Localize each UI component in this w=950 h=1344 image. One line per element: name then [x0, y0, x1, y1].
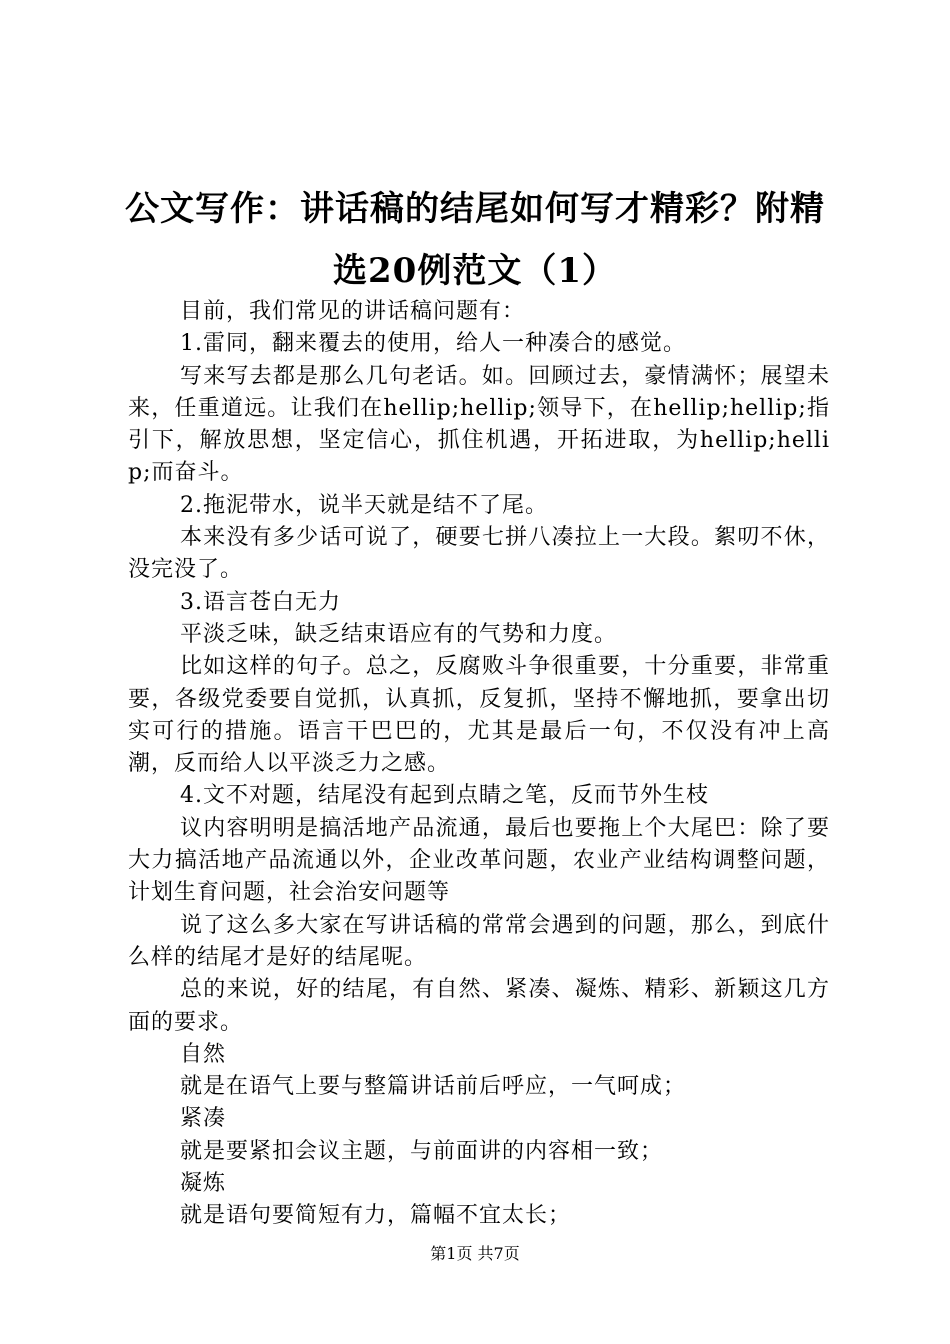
document-title — [120, 178, 830, 302]
paragraph-transition: 说了这么多大家在写讲话稿的常常会遇到的问题，那么，到底什么样的结尾才是好的结尾呢。 — [128, 912, 830, 970]
page-number: 第1页 共7页 — [430, 1244, 520, 1263]
paragraph-problem-4-detail: 议内容明明是搞活地产品流通，最后也要拖上个大尾巴：除了要大力搞活地产品流通以外，企业改革问题，农业产业结构调整问题，计划生育问题，社会治安问题等 — [128, 815, 830, 906]
paragraph-compact-detail: 就是要紧扣会议主题，与前面讲的内容相一致； — [180, 1138, 664, 1164]
paragraph-natural-detail: 就是在语气上要与整篇讲话前后呼应，一气呵成； — [180, 1074, 687, 1100]
document-body — [128, 296, 830, 1233]
paragraph-problem-3: 3.语言苍白无力 — [180, 589, 341, 615]
paragraph-problem-2: 2.拖泥带水，说半天就是结不了尾。 — [180, 492, 548, 518]
paragraph-heading-compact: 紧凑 — [180, 1106, 227, 1132]
paragraph-problem-4: 4.文不对题，结尾没有起到点睛之笔，反而节外生枝 — [180, 783, 709, 809]
paragraph-problem-2-detail: 本来没有多少话可说了，硬要七拼八凑拉上一大段。絮叨不休，没完没了。 — [128, 525, 830, 583]
paragraph-heading-concise: 凝炼 — [180, 1171, 227, 1197]
paragraph-problem-3-detail: 平淡乏味，缺乏结束语应有的气势和力度。 — [180, 621, 618, 647]
paragraph-intro: 目前，我们常见的讲话稿问题有： — [180, 299, 526, 324]
paragraph-heading-natural: 自然 — [180, 1041, 227, 1067]
title-line-1: 公文写作：讲话稿的结尾如何写才精彩？附精 — [125, 189, 825, 229]
title-line-2: 选20例范文（1） — [333, 251, 617, 291]
paragraph-summary: 总的来说，好的结尾，有自然、紧凑、凝炼、精彩、新颖这几方面的要求。 — [128, 977, 830, 1035]
paragraph-problem-1: 1.雷同，翻来覆去的使用，给人一种凑合的感觉。 — [180, 331, 686, 357]
page-footer — [0, 1244, 950, 1264]
paragraph-concise-detail: 就是语句要简短有力，篇幅不宜太长； — [180, 1203, 572, 1229]
paragraph-problem-3-example: 比如这样的句子。总之，反腐败斗争很重要，十分重要，非常重要，各级党委要自觉抓，认真抓，反复抓，坚持不懈地抓，要拿出切实可行的措施。语言干巴巴的，尤其是最后一句，不仅没有冲上高潮，反而给人以平淡乏力之感。 — [128, 654, 830, 777]
paragraph-problem-1-detail: 写来写去都是那么几句老话。如。回顾过去，豪情满怀；展望未来，任重道远。让我们在hellip;hellip;领导下，在hellip;hellip;指引下，解放思想，坚定信心，抓住机遇，开拓进取，为hellip;hellip;而奋斗。 — [128, 363, 830, 486]
